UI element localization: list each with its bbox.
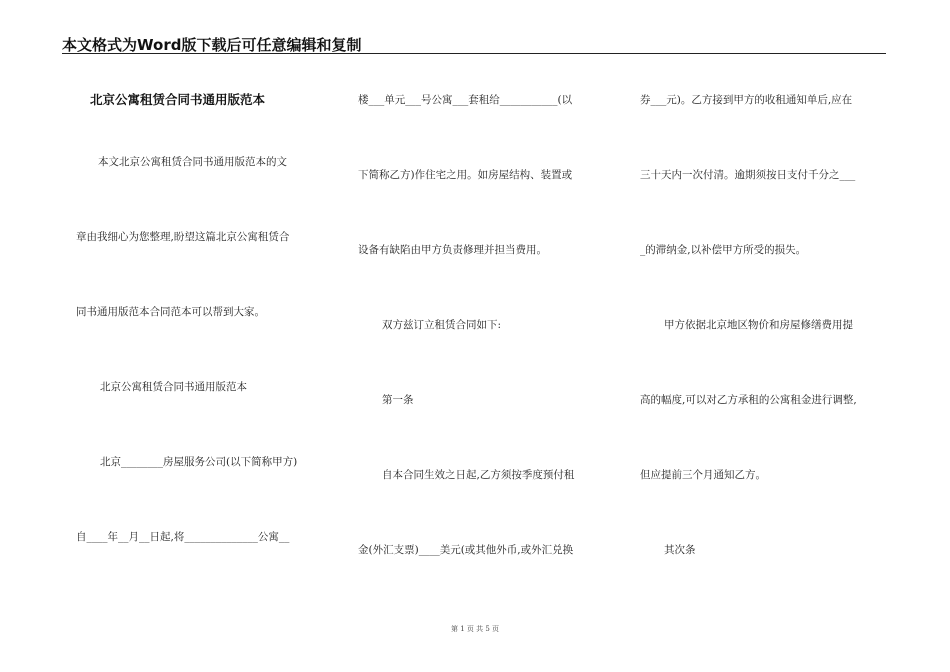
paragraph-line: 下简称乙方)作住宅之用。如房屋结构、装置或	[358, 169, 573, 181]
text-column-3	[640, 0, 890, 620]
document-title: 北京公寓租赁合同书通用版范本	[90, 92, 266, 107]
text-column-2	[358, 0, 608, 620]
paragraph-line: 自本合同生效之日起,乙方须按季度预付租	[382, 469, 575, 481]
section-heading: 第一条	[382, 394, 414, 406]
paragraph-line: 本文北京公寓租赁合同书通用版范本的文	[98, 156, 287, 168]
paragraph-line: 双方兹订立租赁合同如下:	[382, 319, 502, 331]
page-number: 第 1 页 共 5 页	[450, 625, 500, 633]
paragraph-line: 但应提前三个月通知乙方。	[640, 469, 766, 481]
paragraph-line: 自____年__月__日起,将______________公寓__	[76, 531, 290, 543]
paragraph-line: 高的幅度,可以对乙方承租的公寓租金进行调整,	[640, 394, 857, 406]
paragraph-line: 券___元)。乙方接到甲方的收租通知单后,应在	[640, 94, 853, 106]
paragraph-line: 楼___单元___号公寓___套租给___________(以	[358, 94, 573, 106]
section-heading: 其次条	[664, 544, 696, 556]
paragraph-line: 设备有缺陷由甲方负责修理并担当费用。	[358, 244, 547, 256]
paragraph-line: 北京公寓租赁合同书通用版范本	[100, 381, 247, 393]
text-column-1	[76, 0, 326, 620]
paragraph-line: 三十天内一次付清。逾期须按日支付千分之___	[640, 169, 856, 181]
paragraph-line: 同书通用版范本合同范本可以帮到大家。	[76, 306, 265, 318]
paragraph-line: 章由我细心为您整理,盼望这篇北京公寓租赁合	[76, 231, 290, 243]
paragraph-line: 北京________房屋服务公司(以下简称甲方)	[100, 456, 298, 468]
document-header: 本文格式为Word版下载后可任意编辑和复制	[62, 36, 362, 54]
paragraph-line: 甲方依据北京地区物价和房屋修缮费用提	[664, 319, 853, 331]
paragraph-line: _的滞纳金,以补偿甲方所受的损失。	[640, 244, 807, 256]
paragraph-line: 金(外汇支票)____美元(或其他外币,或外汇兑换	[358, 544, 574, 556]
